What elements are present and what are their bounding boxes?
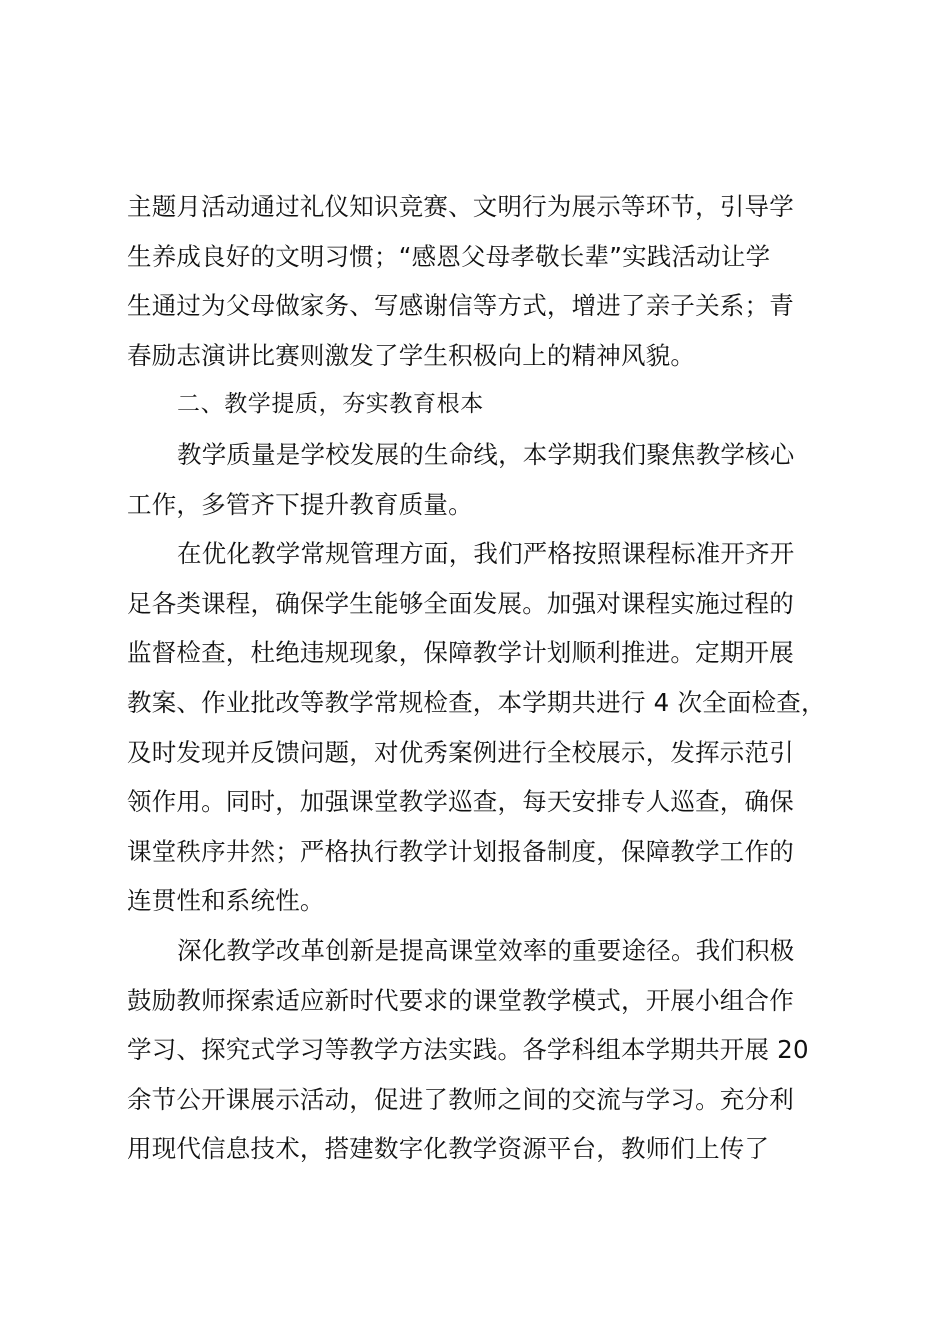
text-line: 用现代信息技术，搭建数字化教学资源平台，教师们上传了 [127,1134,770,1164]
text-line: 生养成良好的文明习惯；“感恩父母孝敬长辈”实践活动让学 [127,241,771,271]
text-line: 工作，多管齐下提升教育质量。 [127,489,473,519]
text-line: 教学质量是学校发展的生命线，本学期我们聚焦教学核心 [177,439,795,469]
text-line: 主题月活动通过礼仪知识竞赛、文明行为展示等环节，引导学 [127,192,794,221]
text-line: 足各类课程，确保学生能够全面发展。加强对课程实施过程的 [127,588,794,618]
paragraph [127,529,837,926]
text-line: 学习、探究式学习等教学方法实践。各学科组本学期共开展 20 [127,1035,809,1065]
text-line: 领作用。同时，加强课堂教学巡查，每天安排专人巡查，确保 [127,787,794,817]
text-line: 连贯性和系统性。 [127,886,325,916]
text-line: 监督检查，杜绝违规现象，保障教学计划顺利推进。定期开展 [127,638,794,668]
paragraph [127,430,837,529]
paragraph-continuation [127,182,837,380]
text-line: 春励志演讲比赛则激发了学生积极向上的精神风貌。 [127,340,696,370]
text-line: 鼓励教师探索适应新时代要求的课堂教学模式，开展小组合作 [127,985,794,1015]
document-body [127,182,837,1174]
text-line: 及时发现并反馈问题，对优秀案例进行全校展示，发挥示范引 [127,737,794,767]
paragraph [127,926,837,1174]
text-line: 生通过为父母做家务、写感谢信等方式，增进了亲子关系；青 [127,291,794,321]
text-line: 深化教学改革创新是提高课堂效率的重要途径。我们积极 [177,935,795,965]
text-line: 课堂秩序井然；严格执行教学计划报备制度，保障教学工作的 [127,836,794,866]
text-line: 在优化教学常规管理方面，我们严格按照课程标准开齐开 [177,539,795,569]
text-line: 教案、作业批改等教学常规检查，本学期共进行 4 次全面检查， [127,687,826,717]
heading-text: 二、教学提质，夯实教育根本 [177,391,484,418]
text-line: 余节公开课展示活动，促进了教师之间的交流与学习。充分利 [127,1084,794,1114]
section-heading [127,380,837,430]
